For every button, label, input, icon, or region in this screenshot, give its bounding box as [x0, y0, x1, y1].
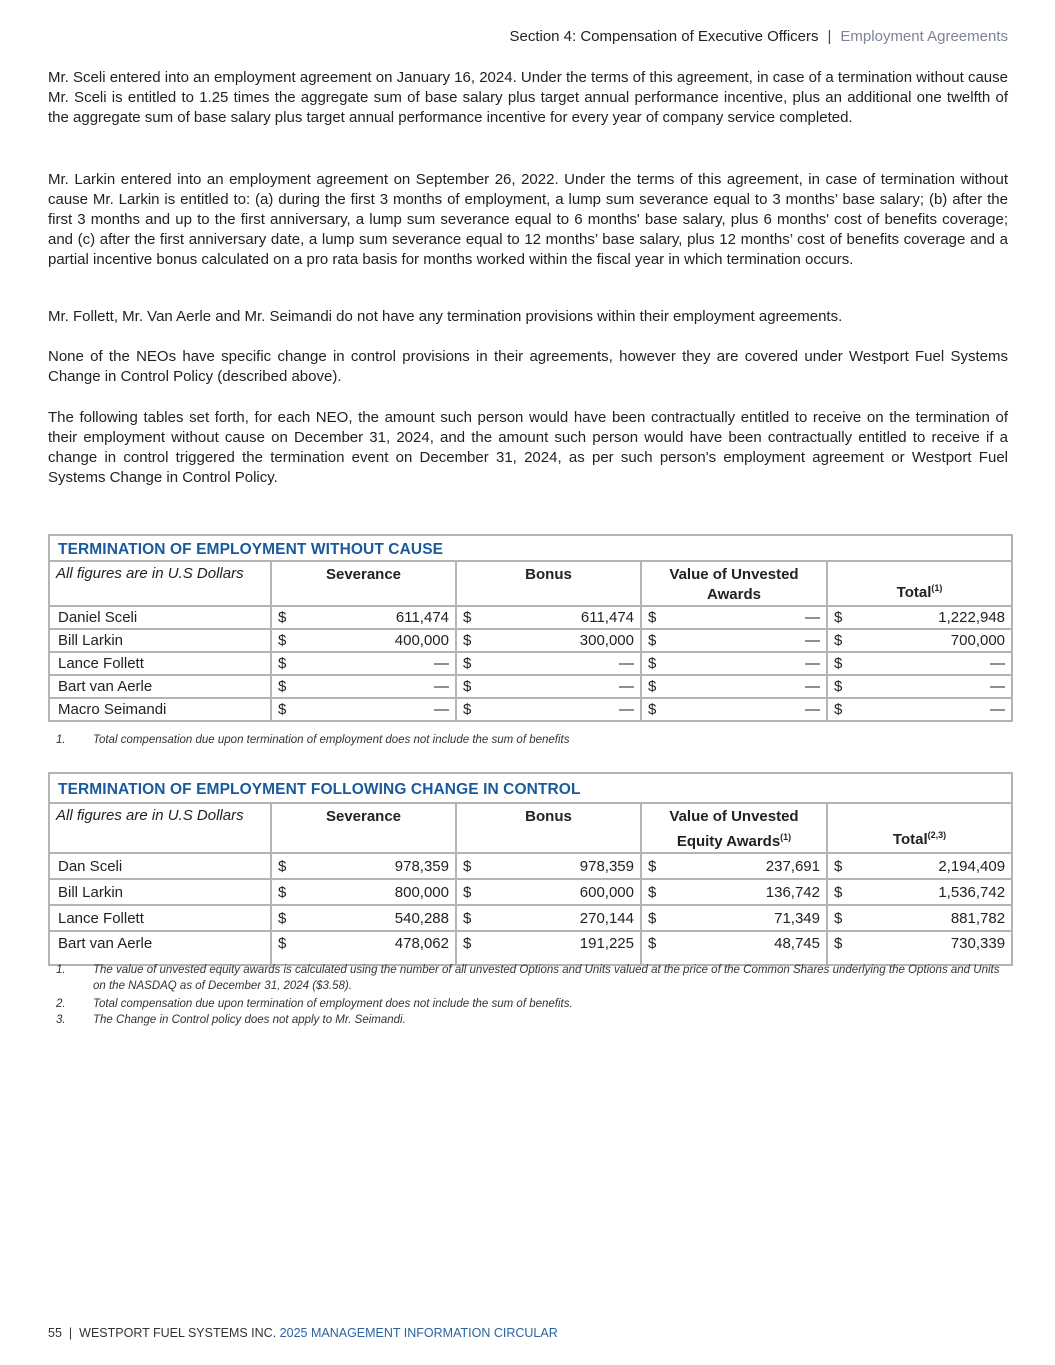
unvested-cell: [641, 652, 827, 675]
currency-symbol: $: [648, 609, 657, 626]
table-row: [49, 606, 1012, 629]
executive-name: Dan Sceli: [49, 853, 271, 879]
page-footer: [48, 1326, 558, 1340]
header-text: Value of Unvested: [669, 566, 799, 583]
value: 700,000: [950, 632, 1006, 649]
unvested-cell: [641, 698, 827, 721]
value: —: [990, 701, 1006, 718]
bonus-cell: [456, 879, 641, 905]
severance-cell: [271, 853, 456, 879]
header-text: Awards: [707, 586, 761, 603]
table-termination-change-in-control: [48, 772, 1013, 966]
value: —: [434, 701, 449, 718]
footnote: [56, 996, 1010, 1012]
currency-symbol: $: [278, 655, 287, 672]
value: 136,742: [765, 883, 820, 901]
paragraph-tables-intro: The following tables set forth, for each NEO, the amount such person would have been contractually entitled to receive on the termination of their employment without cause on December 31, 2024, and the amount such person would have been contractually entitled to receive if a change in control triggered the termination event on December 31, 2024, as per such person's employment agreement or Westport Fuel Systems Change in Control Policy.: [48, 409, 1008, 486]
table-row: [49, 931, 1012, 965]
column-header-bonus: Bonus: [456, 803, 641, 853]
footnotes-change-in-control: [56, 962, 1010, 1028]
currency-symbol: $: [463, 678, 472, 695]
value: —: [619, 678, 634, 695]
severance-cell: [271, 698, 456, 721]
column-header-bonus: Bonus: [456, 561, 641, 606]
footnote-number: 2.: [56, 998, 66, 1010]
currency-symbol: $: [463, 632, 472, 649]
bonus-cell: [456, 675, 641, 698]
page-header: [509, 28, 1008, 45]
value: —: [990, 678, 1006, 695]
total-cell: [827, 853, 1012, 879]
value: —: [805, 632, 820, 649]
bonus-cell: [456, 931, 641, 965]
currency-symbol: $: [834, 609, 843, 626]
table-row: [49, 698, 1012, 721]
executive-name: Macro Seimandi: [49, 698, 271, 721]
subsection-title: Employment Agreements: [840, 28, 1008, 45]
footnotes-without-cause: [56, 732, 1010, 748]
table-row: [49, 675, 1012, 698]
total-cell: [827, 698, 1012, 721]
total-cell: [827, 905, 1012, 931]
table-row: [49, 853, 1012, 879]
value: 270,144: [579, 909, 634, 927]
value: —: [434, 655, 449, 672]
severance-cell: [271, 675, 456, 698]
total-cell: [827, 931, 1012, 965]
currency-symbol: $: [648, 701, 657, 718]
footer-separator: |: [68, 1326, 73, 1340]
value: 400,000: [394, 632, 449, 649]
value: 600,000: [579, 883, 634, 901]
unvested-cell: [641, 879, 827, 905]
value: 237,691: [765, 857, 820, 875]
value: 730,339: [950, 935, 1006, 952]
footnote-text: Total compensation due upon termination of employment does not include the sum of benefits: [93, 734, 570, 746]
column-header-total: [827, 561, 1012, 606]
executive-name: Bill Larkin: [49, 629, 271, 652]
currency-symbol: $: [834, 935, 843, 952]
footnote-number: 1.: [56, 734, 66, 746]
footnote-ref: (1): [931, 583, 943, 593]
value: —: [805, 678, 820, 695]
currency-symbol: $: [278, 883, 287, 901]
value: 191,225: [579, 935, 634, 952]
value: —: [990, 655, 1006, 672]
column-header-severance: Severance: [271, 803, 456, 853]
bonus-cell: [456, 853, 641, 879]
total-cell: [827, 652, 1012, 675]
table-row: [49, 652, 1012, 675]
executive-name: Lance Follett: [49, 652, 271, 675]
table-row: [49, 879, 1012, 905]
bonus-cell: [456, 652, 641, 675]
value: 1,222,948: [938, 609, 1006, 626]
value: —: [805, 701, 820, 718]
currency-symbol: $: [834, 883, 843, 901]
value: 300,000: [579, 632, 634, 649]
total-cell: [827, 606, 1012, 629]
currency-symbol: $: [648, 857, 657, 875]
unvested-cell: [641, 853, 827, 879]
value: —: [805, 655, 820, 672]
table-termination-without-cause: [48, 534, 1013, 722]
severance-cell: [271, 905, 456, 931]
table-title: TERMINATION OF EMPLOYMENT WITHOUT CAUSE: [49, 535, 1012, 561]
unvested-cell: [641, 931, 827, 965]
column-header-total: [827, 803, 1012, 853]
executive-name: Bart van Aerle: [49, 931, 271, 965]
value: 48,745: [774, 935, 820, 952]
table-title: TERMINATION OF EMPLOYMENT FOLLOWING CHANGE IN CONTROL: [49, 773, 1012, 803]
currency-symbol: $: [278, 935, 287, 952]
unvested-cell: [641, 629, 827, 652]
total-cell: [827, 675, 1012, 698]
severance-cell: [271, 629, 456, 652]
executive-name: Lance Follett: [49, 905, 271, 931]
footnote: [56, 962, 1010, 994]
currency-symbol: $: [648, 678, 657, 695]
currency-symbol: $: [463, 857, 472, 875]
currency-symbol: $: [648, 632, 657, 649]
bonus-cell: [456, 905, 641, 931]
total-cell: [827, 879, 1012, 905]
currency-symbol: $: [463, 701, 472, 718]
column-header-severance: Severance: [271, 561, 456, 606]
currency-symbol: $: [463, 883, 472, 901]
severance-cell: [271, 652, 456, 675]
value: 478,062: [394, 935, 449, 952]
header-text: Value of Unvested: [669, 808, 799, 825]
paragraph-no-termination-provisions: Mr. Follett, Mr. Van Aerle and Mr. Seimandi do not have any termination provisions within their employment agreements.: [48, 308, 843, 325]
header-text: Total: [892, 831, 928, 848]
currency-symbol: $: [463, 935, 472, 952]
value: 1,536,742: [938, 883, 1006, 901]
column-header-unvested-awards: [641, 561, 827, 606]
footnote-text: The value of unvested equity awards is calculated using the number of all unvested Options and Units valued at the price of the Common Shares underlying the Options and Units on the NASDAQ as of December 31, 2024 ($3.58).: [93, 964, 1000, 992]
table-row: [49, 629, 1012, 652]
footnote-text: The Change in Control policy does not apply to Mr. Seimandi.: [93, 1014, 406, 1026]
executive-name: Bart van Aerle: [49, 675, 271, 698]
value: 800,000: [394, 883, 449, 901]
table-row: [49, 905, 1012, 931]
company-name: WESTPORT FUEL SYSTEMS INC.: [79, 1326, 277, 1340]
footnote-ref: (1): [780, 832, 792, 842]
currency-symbol: $: [278, 609, 287, 626]
currency-symbol: $: [463, 609, 472, 626]
footnote: [56, 732, 1010, 748]
currency-symbol: $: [648, 655, 657, 672]
currency-note: All figures are in U.S Dollars: [49, 803, 271, 853]
currency-symbol: $: [834, 909, 843, 927]
paragraph-sceli-agreement: Mr. Sceli entered into an employment agreement on January 16, 2024. Under the terms of this agreement, in case of a termination without cause Mr. Sceli is entitled to 1.25 times the aggregate sum of base salary plus target annual performance incentive, plus an additional one twelfth of the aggregate sum of base salary plus target annual performance incentive for every year of company service completed.: [48, 69, 1008, 126]
bonus-cell: [456, 698, 641, 721]
severance-cell: [271, 606, 456, 629]
currency-symbol: $: [463, 909, 472, 927]
footnote-ref: (2,3): [927, 830, 947, 840]
currency-symbol: $: [648, 909, 657, 927]
bonus-cell: [456, 629, 641, 652]
section-title: Section 4: Compensation of Executive Officers: [509, 28, 819, 45]
currency-symbol: $: [834, 678, 843, 695]
page-number: 55: [48, 1326, 62, 1340]
severance-cell: [271, 879, 456, 905]
value: —: [805, 609, 820, 626]
value: 881,782: [950, 909, 1006, 927]
value: 2,194,409: [938, 857, 1006, 875]
currency-symbol: $: [834, 701, 843, 718]
footnote-number: 3.: [56, 1014, 66, 1026]
unvested-cell: [641, 905, 827, 931]
currency-symbol: $: [834, 632, 843, 649]
column-header-unvested-equity-awards: [641, 803, 827, 853]
value: 978,359: [394, 857, 449, 875]
currency-symbol: $: [278, 678, 287, 695]
currency-symbol: $: [278, 632, 287, 649]
paragraph-larkin-agreement: Mr. Larkin entered into an employment agreement on September 26, 2022. Under the terms of this agreement, in case of termination without cause Mr. Larkin is entitled to: (a) during the first 3 months of employment, a lump sum severance equal to 3 months’ base salary; (b) after the first 3 months and up to the first anniversary, a lump sum severance equal to 6 months' base salary, plus 6 months' cost of benefits coverage; and (c) after the first anniversary date, a lump sum severance equal to 12 months’ base salary, plus 12 months’ cost of benefits coverage and a partial incentive bonus calculated on a pro rata basis for months worked within the fiscal year in which termination occurs.: [48, 171, 1008, 268]
currency-symbol: $: [834, 655, 843, 672]
currency-symbol: $: [278, 857, 287, 875]
currency-symbol: $: [463, 655, 472, 672]
value: 71,349: [774, 909, 820, 927]
footnote: [56, 1012, 1010, 1028]
executive-name: Daniel Sceli: [49, 606, 271, 629]
footnote-text: Total compensation due upon termination of employment does not include the sum of benefits.: [93, 998, 573, 1010]
unvested-cell: [641, 606, 827, 629]
value: 540,288: [394, 909, 449, 927]
currency-symbol: $: [278, 701, 287, 718]
value: —: [619, 655, 634, 672]
value: 611,474: [580, 609, 634, 626]
value: 978,359: [579, 857, 634, 875]
publication-title: 2025 MANAGEMENT INFORMATION CIRCULAR: [279, 1326, 558, 1340]
paragraph-change-in-control: None of the NEOs have specific change in control provisions in their agreements, however they are covered under Westport Fuel Systems Change in Control Policy (described above).: [48, 348, 1008, 385]
currency-symbol: $: [648, 935, 657, 952]
header-separator: |: [827, 28, 832, 45]
value: —: [619, 701, 634, 718]
executive-name: Bill Larkin: [49, 879, 271, 905]
unvested-cell: [641, 675, 827, 698]
footnote-number: 1.: [56, 964, 66, 976]
value: —: [434, 678, 449, 695]
header-text: Equity Awards: [676, 833, 781, 850]
value: 611,474: [395, 609, 449, 626]
total-cell: [827, 629, 1012, 652]
header-text: Total: [896, 584, 932, 601]
severance-cell: [271, 931, 456, 965]
bonus-cell: [456, 606, 641, 629]
currency-symbol: $: [648, 883, 657, 901]
currency-symbol: $: [278, 909, 287, 927]
currency-note: All figures are in U.S Dollars: [49, 561, 271, 606]
currency-symbol: $: [834, 857, 843, 875]
